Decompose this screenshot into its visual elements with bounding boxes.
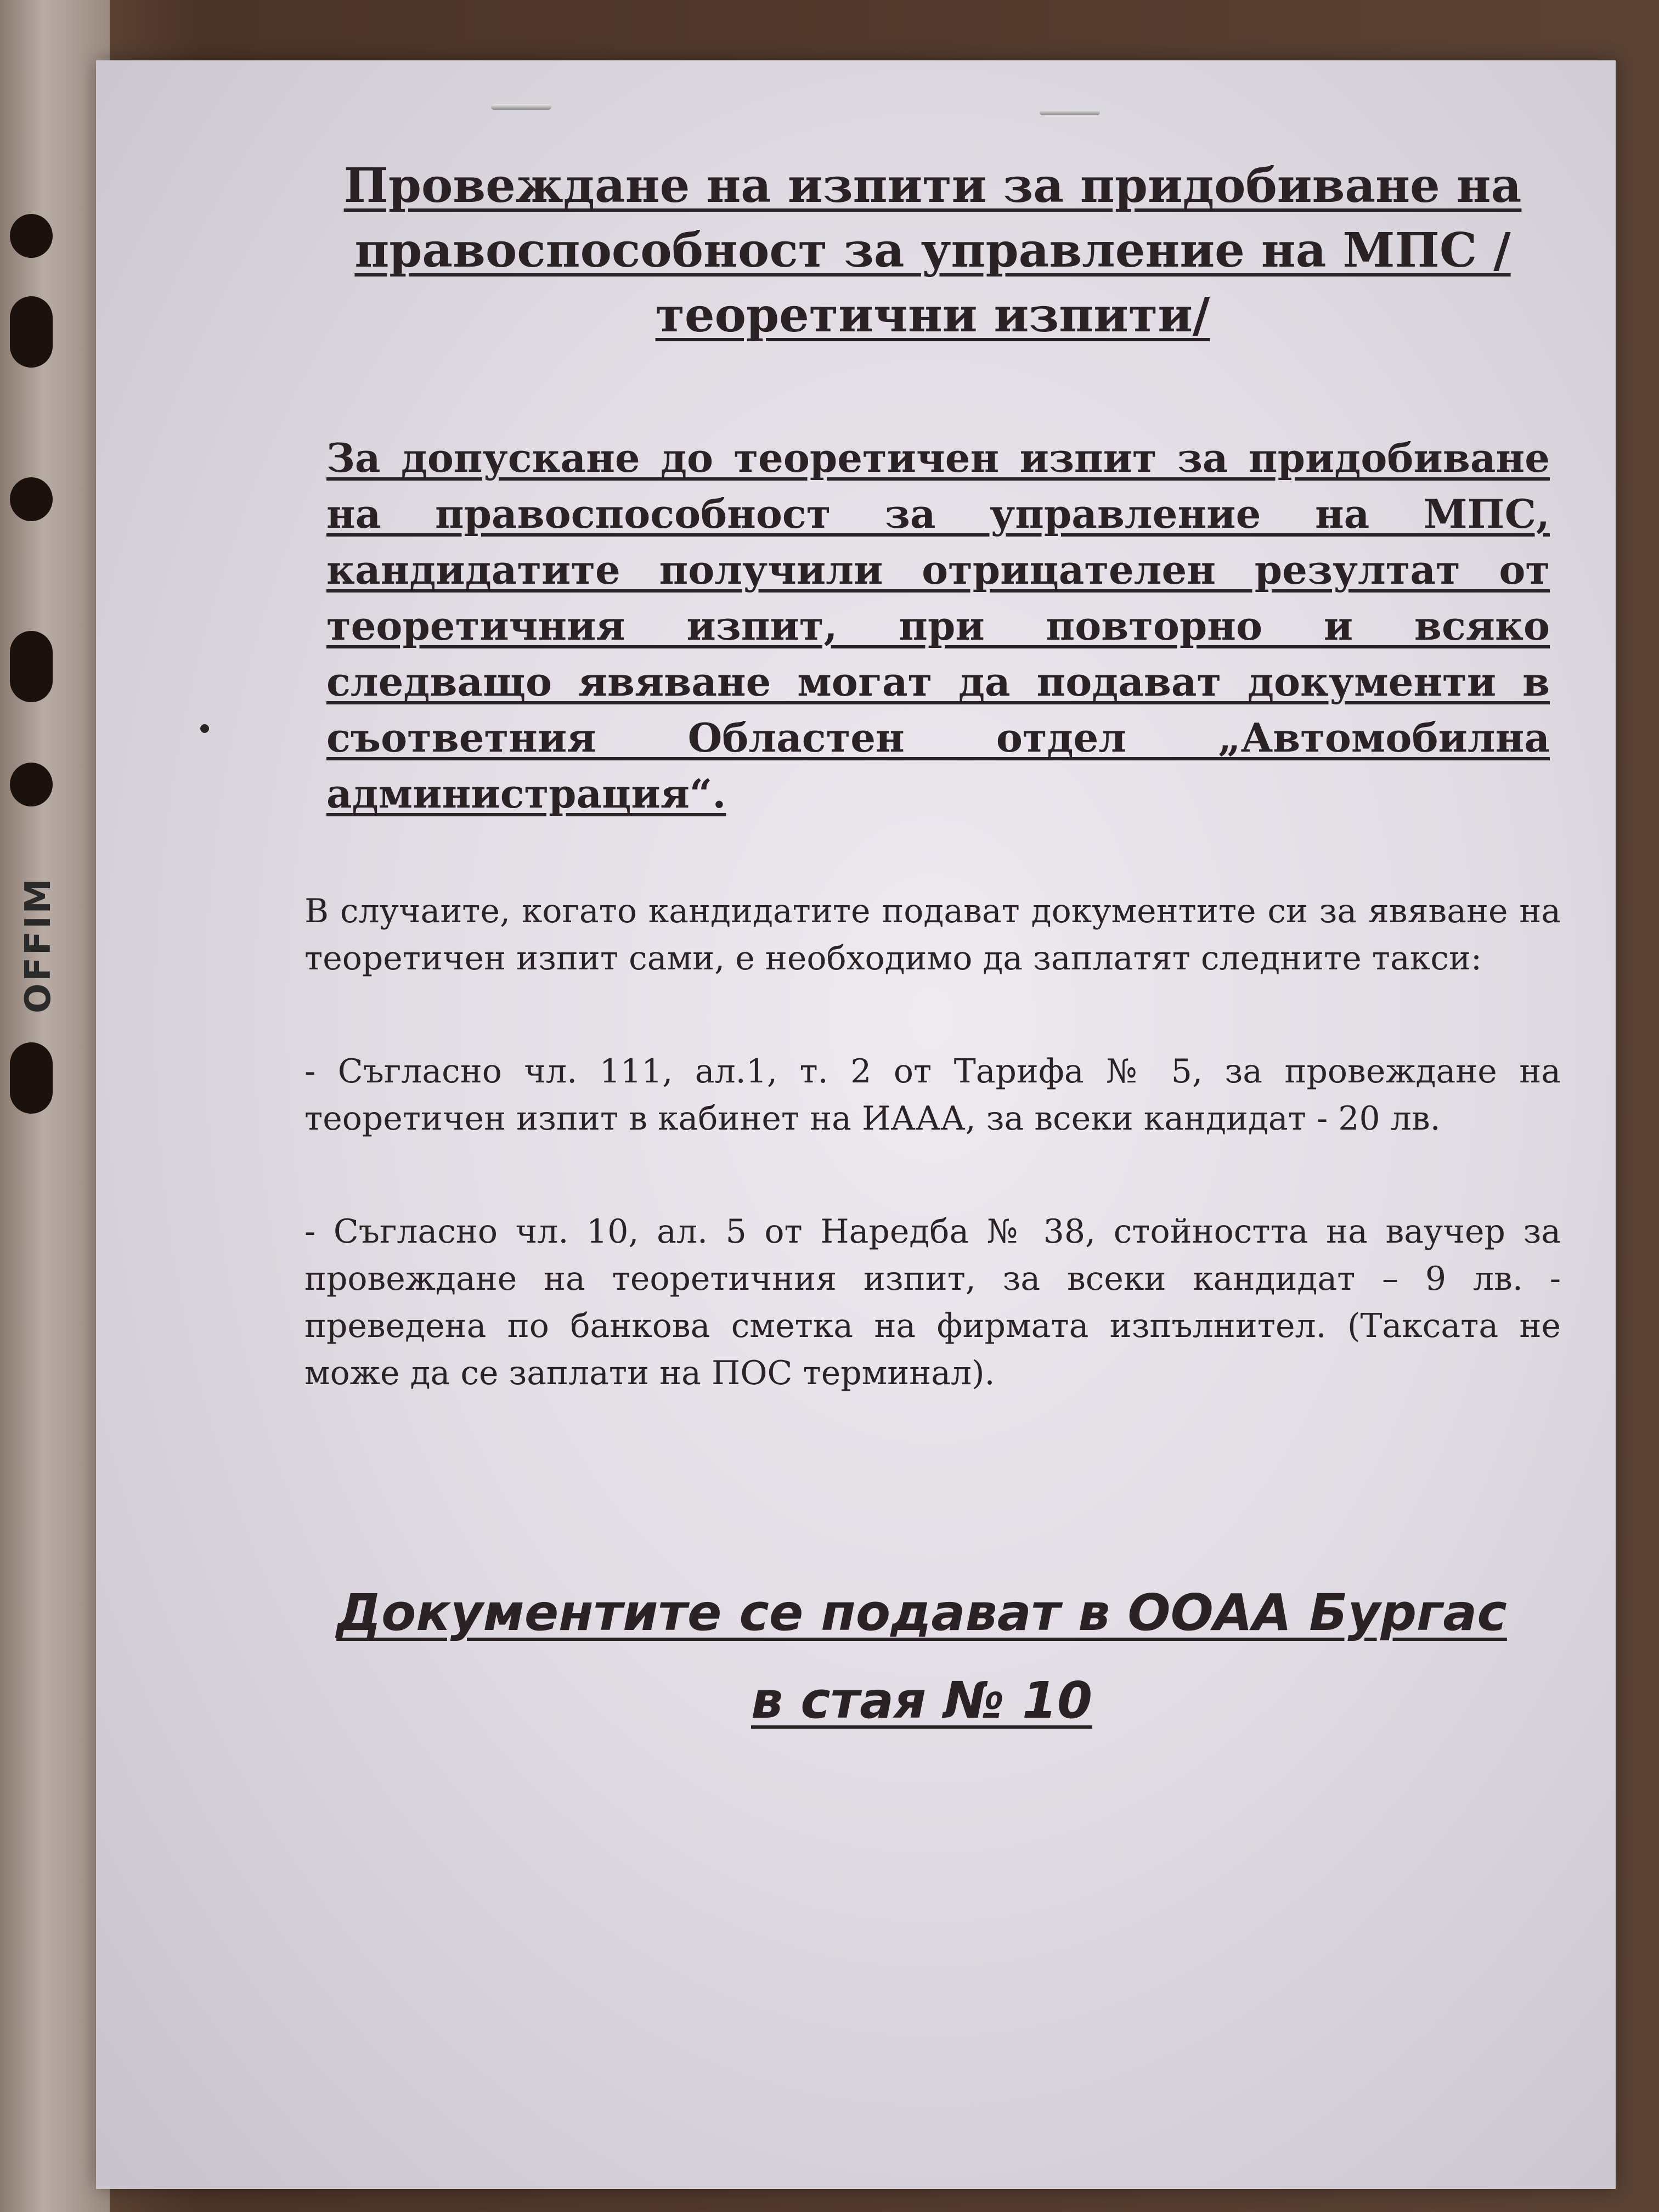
plastic-sleeve	[0, 0, 110, 2212]
document-body	[304, 154, 1561, 1463]
footer-line-1: Документите се подават в ООАА Бургас	[336, 1583, 1507, 1642]
fee-item-1: - Съгласно чл. 111, ал.1, т. 2 от Тарифа № 5, за провеждане на теоретичен изпит в кабинет на ИААА, за всеки кандидат - 20 лв.	[304, 1052, 1561, 1138]
notice-paragraph: За допускане до теоретичен изпит за придобиване на правоспособност за управление на МПС, кандидатите получили отрицателен резултат от теоретичния изпит, при повторно и всяко следващо явяване могат да подават документи в съответния Областен отдел „Автомобилна администрация“.	[326, 435, 1550, 817]
punch-hole	[10, 763, 53, 806]
document-title: Провеждане на изпити за придобиване на правоспособност за управление на МПС /теоретични изпити/	[343, 158, 1522, 343]
punch-hole	[10, 214, 53, 258]
footer-line-2: в стая № 10	[751, 1671, 1093, 1730]
staple	[491, 104, 551, 110]
staple	[1040, 110, 1100, 115]
footer-note	[294, 1569, 1550, 1745]
sleeve-brand: OFFIM	[18, 876, 59, 1013]
punch-hole	[10, 296, 53, 368]
punch-hole	[10, 477, 53, 521]
paper-sheet	[96, 60, 1616, 2189]
punch-hole	[10, 631, 53, 702]
intro-paragraph: В случаите, когато кандидатите подават документите си за явяване на теоретичен изпит сами, е необходимо да заплатят следните такси:	[304, 892, 1561, 978]
fee-item-2: - Съгласно чл. 10, ал. 5 от Наредба № 38, стойността на ваучер за провеждане на теоретичния изпит, за всеки кандидат – 9 лв. - преведена по банкова сметка на фирмата изпълнител. (Таксата не може да се заплати на ПОС терминал).	[304, 1212, 1561, 1392]
stray-mark	[200, 724, 209, 733]
punch-hole	[10, 1042, 53, 1114]
